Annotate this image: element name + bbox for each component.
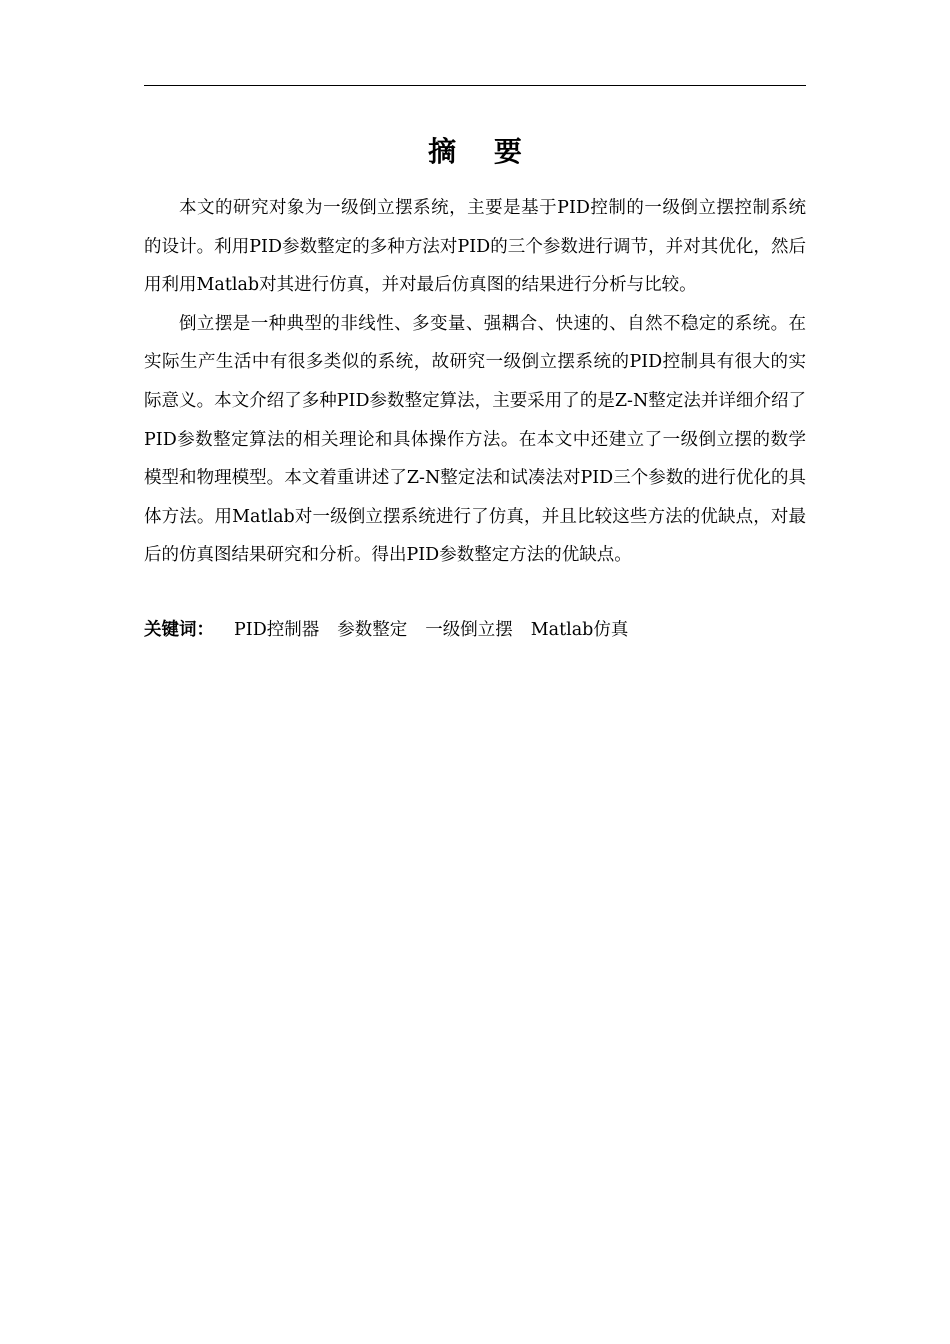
abstract-paragraph-2: 倒立摆是一种典型的非线性、多变量、强耦合、快速的、自然不稳定的系统。在实际生产生活中有很多类似的系统，故研究一级倒立摆系统的PID控制具有很大的实际意义。本文介绍了多种PID参数整定算法，主要采用了的是Z-N整定法并详细介绍了PID参数整定算法的相关理论和具体操作方法。在本文中还建立了一级倒立摆的数学模型和物理模型。本文着重讲述了Z-N整定法和试凑法对PID三个参数的进行优化的具体方法。用Matlab对一级倒立摆系统进行了仿真，并且比较这些方法的优缺点，对最后的仿真图结果研究和分析。得出PID参数整定方法的优缺点。 [144, 313, 806, 566]
keyword-item: 参数整定 [337, 620, 408, 640]
keywords-line [144, 614, 806, 646]
abstract-paragraph-1: 本文的研究对象为一级倒立摆系统，主要是基于PID控制的一级倒立摆控制系统的设计。利用PID参数整定的多种方法对PID的三个参数进行调节，并对其优化，然后用利用Matlab对其进行仿真，并对最后仿真图的结果进行分析与比较。 [144, 198, 806, 296]
keyword-item: PID控制器 [234, 620, 320, 640]
abstract-body [144, 189, 806, 575]
keywords-label: 关键词： [144, 620, 214, 640]
keyword-item: Matlab仿真 [530, 620, 629, 640]
abstract-title: 摘 要 [428, 135, 536, 168]
header-rule [144, 85, 806, 86]
keyword-item: 一级倒立摆 [425, 620, 513, 640]
